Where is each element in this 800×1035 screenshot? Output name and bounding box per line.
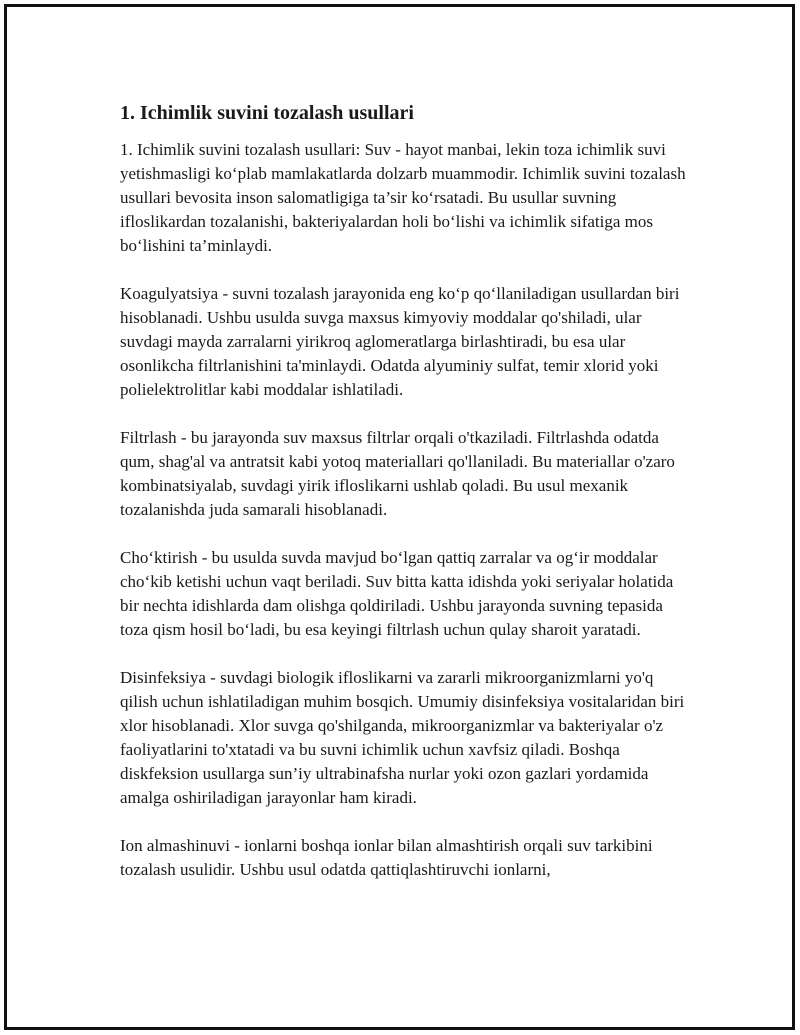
paragraph-filtrlash: Filtrlash - bu jarayonda suv maxsus filtrlar orqali o'tkaziladi. Filtrlashda odatda qum, shag'al va antratsit kabi yotoq materiallari qo'llaniladi. Bu materiallar o'zaro kombinatsiyalab, suvdagi yirik ifloslikarni ushlab qoladi. Bu usul mexanik tozalanishda juda samarali hisoblanadi.	[120, 428, 675, 519]
paragraph-koagulyatsiya: Koagulyatsiya - suvni tozalash jarayonida eng ko‘p qo‘llaniladigan usullardan biri hisoblanadi. Ushbu usulda suvga maxsus kimyoviy moddalar qo'shiladi, ular suvdagi mayda zarralarni yirikroq aglomeratlarga birlashtiradi, bu esa ular osonlikcha filtrlanishini ta'minlaydi. Odatda alyuminiy sulfat, temir xlorid yoki polielektrolitlar kabi moddalar ishlatiladi.	[120, 284, 680, 399]
paragraph-disinfeksiya: Disinfeksiya - suvdagi biologik ifloslikarni va zararli mikroorganizmlarni yo'q qilish uchun ishlatiladigan muhim bosqich. Umumiy disinfeksiya vositalaridan biri xlor hisoblanadi. Xlor suvga qo'shilganda, mikroorganizmlar va bakteriyalar o'z faoliyatlarini to'xtatadi va bu suvni ichimlik uchun xavfsiz qiladi. Boshqa diskfeksion usullarga sun’iy ultrabinafsha nurlar yoki ozon gazlari yordamida amalga oshiriladigan jarayonlar ham kiradi.	[120, 668, 685, 807]
document-heading: 1. Ichimlik suvini tozalash usullari	[120, 102, 414, 124]
page-frame	[4, 4, 795, 1030]
paragraph-choktirish: Cho‘ktirish - bu usulda suvda mavjud bo‘lgan qattiq zarralar va og‘ir moddalar cho‘kib ketishi uchun vaqt beriladi. Suv bitta katta idishda yoki seriyalar holatida bir nechta idishlarda dam olishga qoldiriladi. Ushbu jarayonda suvning tepasida toza qism hosil bo‘ladi, bu esa keyingi filtrlash uchun qulay sharoit yaratadi.	[120, 548, 674, 639]
document-body	[120, 100, 695, 906]
paragraph-intro: 1. Ichimlik suvini tozalash usullari: Suv - hayot manbai, lekin toza ichimlik suvi yetishmasligi ko‘plab mamlakatlarda dolzarb muammodir. Ichimlik suvini tozalash usullari bevosita inson salomatligiga ta’sir ko‘rsatadi. Bu usullar suvning ifloslikardan tozalanishi, bakteriyalardan holi bo‘lishi va ichimlik sifatiga mos bo‘lishini ta’minlaydi.	[120, 140, 686, 255]
paragraph-ion-almashinuvi: Ion almashinuvi - ionlarni boshqa ionlar bilan almashtirish orqali suv tarkibini tozalash usulidir. Ushbu usul odatda qattiqlashtiruvchi ionlarni,	[120, 836, 653, 879]
